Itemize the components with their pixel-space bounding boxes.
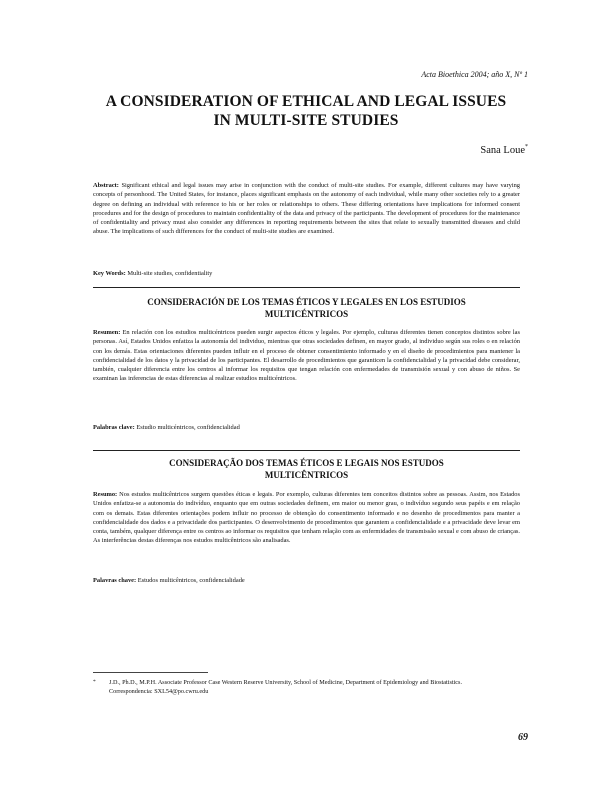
footnote-email[interactable]: Correspondencia: SXL54@po.cwru.edu — [109, 688, 209, 695]
portuguese-title-line-1: CONSIDERAÇÃO DOS TEMAS ÉTICOS E LEGAIS NOS ESTUDOS — [169, 458, 444, 468]
resumen-label: Resumen: — [93, 329, 121, 336]
spanish-title-line-2: MULTICÉNTRICOS — [264, 309, 349, 319]
resumen-text: En relación con los estudios multicéntricos pueden surgir aspectos éticos y legales. Por ejemplo, culturas diferentes tienen conceptos distintos sobre las personas. Así, Estados Unidos enfatiza la autonomía del individuo, mientras que otras sociedades definen, en mayor grado, al individuo según sus roles o en relación con los demás. Estas orientaciones diferentes pueden influir en el proceso de obtener consentimiento informado y en el diseño de procedimientos para mantener la confidencialidad de los datos y la privacidad de los participantes. El desarrollo de procedimientos que garanticen la confidencialidad y la privacidad debe considerar, también, cualquier diferencia entre los centros al informar los requisitos que tengan relación con enfermedades de transmisión sexual y con abuso de niños. Se examinan las inferencias de estas diferencias al realizar estudios multicéntricos. — [93, 329, 520, 383]
author-footnote — [93, 678, 520, 696]
journal-header: Acta Bioethica 2004; año X, Nº 1 — [421, 70, 528, 79]
resumo-paragraph — [93, 490, 520, 546]
abstract-label: Abstract: — [93, 182, 119, 189]
abstract-paragraph — [93, 181, 520, 237]
author-footnote-mark: * — [525, 144, 528, 150]
palavras-chave-label: Palavras chave: — [93, 577, 137, 584]
palabras-clave-text: Estudio multicéntricos, confidencialidad — [134, 424, 240, 431]
palavras-chave-text: Estudos multicêntricos, confidencialidade — [136, 577, 245, 584]
section-divider-portuguese — [93, 450, 520, 451]
portuguese-title-line-2: MULTICÊNTRICOS — [264, 470, 349, 480]
footnote-divider — [93, 672, 208, 673]
spanish-title — [93, 296, 520, 320]
keywords-text: Multi-site studies, confidentiality — [125, 270, 213, 277]
resumo-label: Resumo: — [93, 491, 118, 498]
section-divider-spanish — [93, 287, 520, 288]
spanish-title-line-1: CONSIDERACIÓN DE LOS TEMAS ÉTICOS Y LEGALES EN LOS ESTUDIOS — [147, 297, 466, 307]
article-title-line-1: A CONSIDERATION OF ETHICAL AND LEGAL ISSUES — [105, 93, 507, 110]
palabras-clave-paragraph — [93, 423, 520, 432]
keywords-label: Key Words: — [93, 270, 126, 277]
portuguese-title — [93, 457, 520, 481]
resumen-paragraph — [93, 328, 520, 384]
resumo-text: Nos estudos multicêntricos surgem questões éticas e legais. Por exemplo, culturas diferentes tem conceitos distintos sobre as pessoas. Assim, nos Estados Unidos enfatiza-se a autonomia do indivíduo, enquanto que em outras sociedades definem, em maior ou menor grau, o indivíduo segundo seus papéis e em relação com os demais. Estas diferentes orientações podem influir no processo de obtenção do consentimento informado e no desenho de procedimentos para manter a confidencialidade dos dados e a privacidade dos participantes. O desenvolvimento de procedimentos que garantem a confidencialidade e a privacidade deve levar em conta, também, qualquer diferença entre os centros ao informar os requisitos que tenham relação com as enfermidades de transmissão sexual e com abuso de crianças. As interferências destas diferenças nos estudos multicêntricos são analisadas. — [93, 491, 520, 545]
article-title-line-2: IN MULTI-SITE STUDIES — [213, 112, 399, 129]
author-name — [480, 145, 528, 156]
footnote-affiliation: J.D., Ph.D., M.P.H. Associate Professor Case Western Reserve University, School of Medicine, Department of Epidemiology and Biostatistics. — [109, 679, 462, 686]
keywords-paragraph — [93, 269, 520, 278]
palabras-clave-label: Palabras clave: — [93, 424, 135, 431]
article-title — [84, 92, 528, 130]
footnote-mark: * — [93, 679, 96, 685]
abstract-text: Significant ethical and legal issues may arise in conjunction with the conduct of multi-site studies. For example, different cultures may have varying concepts of personhood. The United States, for instance, places significant emphasis on the autonomy of each individual, while many other societies rely to a greater degree on defining an individual with reference to his or her roles or relationships to others. These differing orientations have implications for informed consent procedures and for the design of procedures to maintain confidentiality of the data and privacy of the participants. The development of procedures for the maintenance of confidentiality and privacy must also consider any differences in reporting requirements between the sites that relate to sexually transmitted diseases and child abuse. The implications of such differences for the conduct of multi-site studies are examined. — [93, 182, 520, 236]
author-name-text: Sana Loue — [480, 145, 525, 156]
palavras-chave-paragraph — [93, 576, 520, 585]
page-number: 69 — [518, 732, 528, 743]
